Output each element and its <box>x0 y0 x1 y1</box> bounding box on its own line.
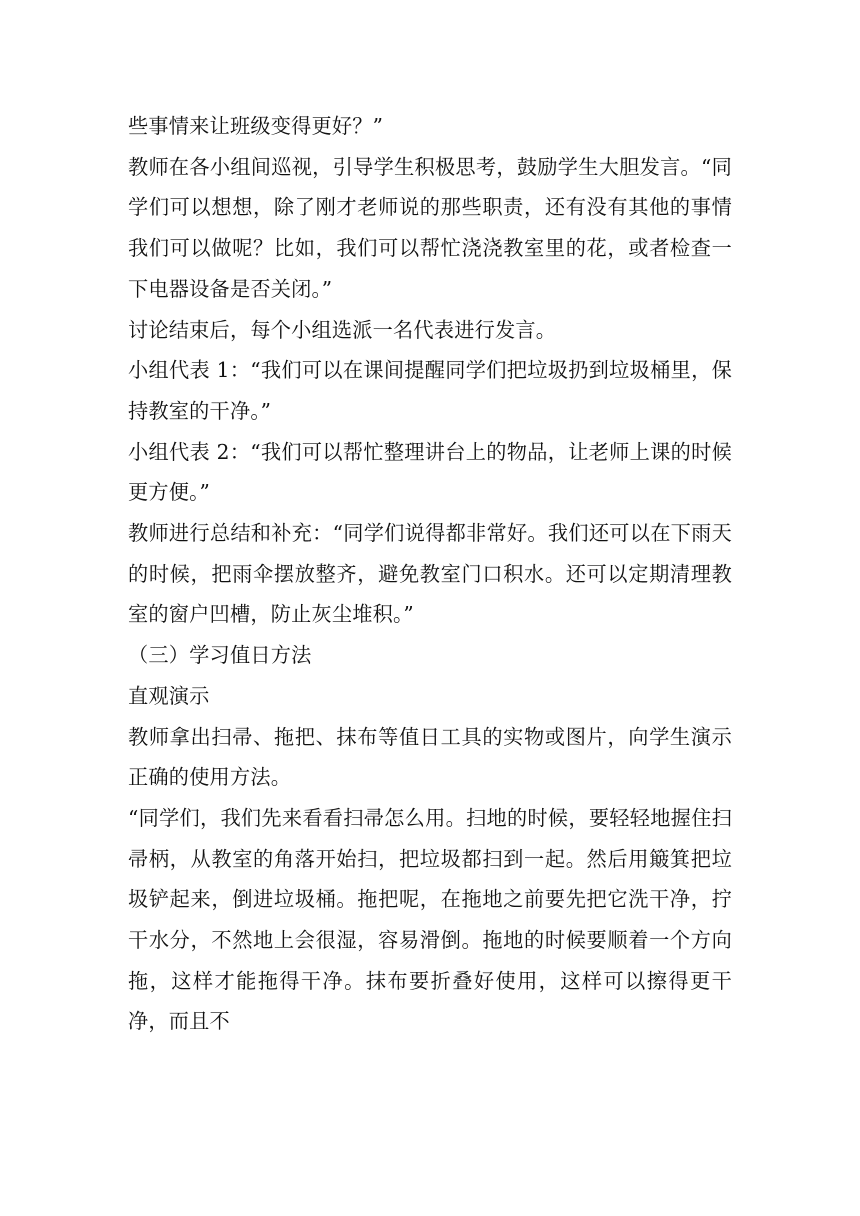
paragraph-continuation: 些事情来让班级变得更好？” <box>128 114 384 138</box>
paragraph-group-rep-2: 小组代表 2：“我们可以帮忙整理讲台上的物品，让老师上课的时候更方便。” <box>128 439 732 505</box>
subsection-heading: 直观演示 <box>128 683 210 708</box>
paragraph-group-rep-1: 小组代表 1：“我们可以在课间提醒同学们把垃圾扔到垃圾桶里，保持教室的干净。” <box>128 358 732 423</box>
document-body <box>128 106 732 1042</box>
paragraph-tools-demo: 教师拿出扫帚、拖把、抹布等值日工具的实物或图片，向学生演示正确的使用方法。 <box>128 724 732 790</box>
section-heading: （三）学习值日方法 <box>128 643 312 668</box>
paragraph-teacher-guidance: 教师在各小组间巡视，引导学生积极思考，鼓励学生大胆发言。“同学们可以想想，除了刚才老师说的那些职责，还有没有其他的事情我们可以做呢？比如，我们可以帮忙浇浇教室里的花，或者检查一下电器设备是否关闭。” <box>128 154 732 301</box>
paragraph-teacher-summary: 教师进行总结和补充：“同学们说得都非常好。我们还可以在下雨天的时候，把雨伞摆放整齐，避免教室门口积水。还可以定期清理教室的窗户凹槽，防止灰尘堆积。” <box>128 521 732 627</box>
paragraph-tool-usage: “同学们，我们先来看看扫帚怎么用。扫地的时候，要轻轻地握住扫帚柄，从教室的角落开始扫，把垃圾都扫到一起。然后用簸箕把垃圾铲起来，倒进垃圾桶。拖把呢，在拖地之前要先把它洗干净，拧干水分，不然地上会很湿，容易滑倒。拖地的时候要顺着一个方向拖，这样才能拖得干净。抹布要折叠好使用，这样可以擦得更干净，而且不 <box>128 805 732 1034</box>
paragraph-discussion-end: 讨论结束后，每个小组选派一名代表进行发言。 <box>128 317 557 342</box>
